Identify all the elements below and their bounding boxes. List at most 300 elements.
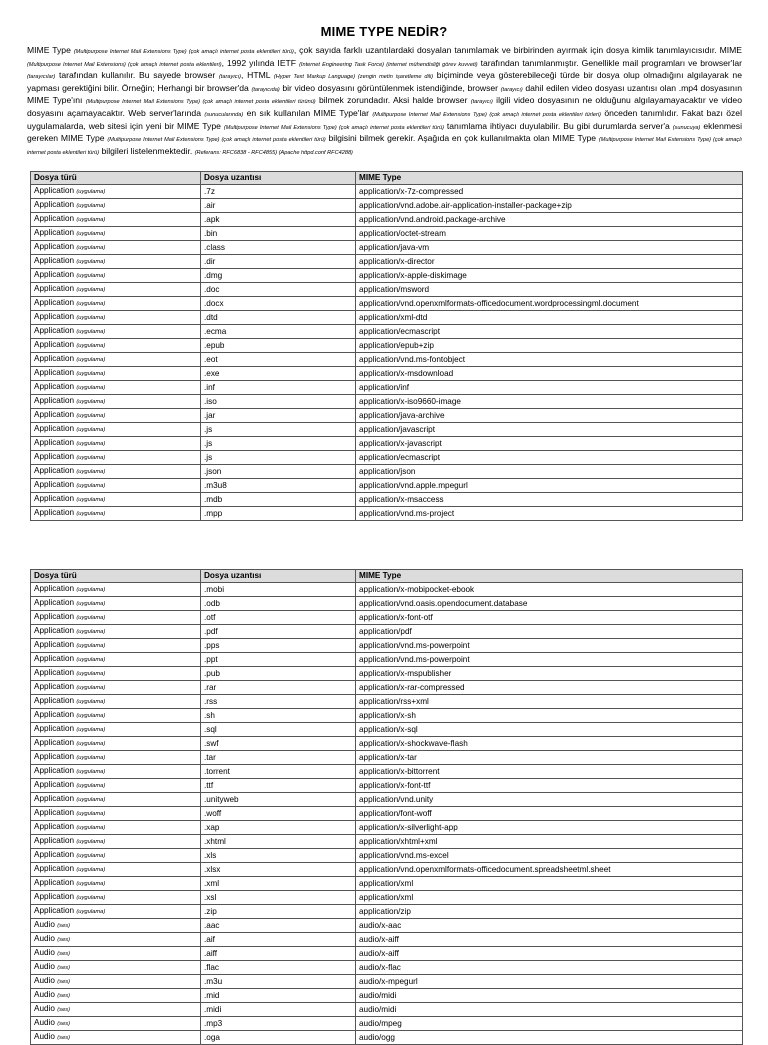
file-type-note: (uygulama): [76, 413, 106, 420]
intro-text: önceden tanımlıdır. Fakat bazı özel uygulamalarda, web sitesi için yeni bir MIME Type: [27, 107, 742, 131]
mime-type-cell: audio/mpeg: [356, 1017, 743, 1031]
file-type-label: Audio: [34, 976, 55, 986]
mime-type-cell: audio/x-aiff: [356, 947, 743, 961]
file-type-cell: [31, 653, 201, 667]
extension-cell: .xml: [201, 877, 356, 891]
file-type-label: Application: [34, 200, 75, 210]
mime-type-cell: application/x-mobipocket-ebook: [356, 583, 743, 597]
mime-type-cell: application/x-javascript: [356, 437, 743, 451]
intro-text: MIME Type: [27, 45, 74, 55]
table-row: [31, 241, 743, 255]
file-type-cell: [31, 863, 201, 877]
mime-type-cell: application/java-vm: [356, 241, 743, 255]
intro-text: bir video dosyasını görüntülenmek istendiğinde, browser: [279, 82, 501, 93]
file-type-label: Application: [34, 228, 75, 238]
file-type-label: Application: [34, 612, 75, 622]
file-type-cell: [31, 709, 201, 723]
mime-type-cell: application/msword: [356, 283, 743, 297]
extension-cell: .swf: [201, 737, 356, 751]
file-type-label: Application: [34, 640, 75, 650]
extension-cell: .7z: [201, 185, 356, 199]
file-type-label: Audio: [34, 934, 55, 944]
mime-type-cell: application/x-font-otf: [356, 611, 743, 625]
intro-note: (tarayıcılar): [27, 74, 56, 81]
file-type-note: (uygulama): [76, 231, 106, 238]
table-row: [31, 611, 743, 625]
file-type-cell: [31, 199, 201, 213]
table-row: [31, 653, 743, 667]
mime-type-cell: audio/x-aiff: [356, 933, 743, 947]
file-type-label: Application: [34, 668, 75, 678]
file-type-label: Application: [34, 508, 75, 518]
file-type-note: (uygulama): [76, 357, 106, 364]
mime-type-cell: application/vnd.ms-powerpoint: [356, 653, 743, 667]
table-row: [31, 367, 743, 381]
extension-cell: .apk: [201, 213, 356, 227]
file-type-cell: [31, 339, 201, 353]
table-row: [31, 723, 743, 737]
extension-cell: .m3u8: [201, 479, 356, 493]
file-type-cell: [31, 395, 201, 409]
mime-type-cell: audio/ogg: [356, 1031, 743, 1045]
table-row: [31, 933, 743, 947]
file-type-cell: [31, 451, 201, 465]
header-extension: Dosya uzantısı: [201, 172, 356, 185]
table-row: [31, 779, 743, 793]
file-type-label: Application: [34, 298, 75, 308]
mime-type-cell: application/epub+zip: [356, 339, 743, 353]
file-type-label: Application: [34, 242, 75, 252]
intro-note: (Multipurpose Internet Mail Extensions Type) (çok amaçlı internet posta eklentileri türü): [223, 124, 444, 131]
header-extension: Dosya uzantısı: [201, 570, 356, 583]
file-type-cell: [31, 919, 201, 933]
intro-text: en sık kullanılan MIME Type'lar: [243, 107, 373, 118]
mime-type-cell: application/zip: [356, 905, 743, 919]
mime-type-cell: audio/midi: [356, 989, 743, 1003]
mime-type-cell: application/rss+xml: [356, 695, 743, 709]
intro-text: tarafından kullanılır. Bu sayede browser: [55, 70, 219, 81]
extension-cell: .js: [201, 423, 356, 437]
file-type-label: Application: [34, 780, 75, 790]
file-type-label: Application: [34, 892, 75, 902]
table-row: [31, 765, 743, 779]
file-type-note: (uygulama): [76, 615, 106, 622]
extension-cell: .torrent: [201, 765, 356, 779]
file-type-cell: [31, 297, 201, 311]
intro-note: (Referans: RFC6838 - RFC4855) (Apache httpd.conf RFC4288): [194, 149, 353, 156]
intro-note: (Multipurpose Internet Mail Extensions Type) (çok amaçlı internet posta eklentileri türü): [107, 137, 326, 144]
mime-type-cell: application/x-silverlight-app: [356, 821, 743, 835]
table-row: [31, 583, 743, 597]
table-row: [31, 849, 743, 863]
extension-cell: .xlsx: [201, 863, 356, 877]
header-file-type: Dosya türü: [31, 570, 201, 583]
mime-table-1: [30, 171, 743, 521]
file-type-note: (uygulama): [76, 441, 106, 448]
file-type-note: (uygulama): [76, 469, 106, 476]
mime-type-cell: application/xml: [356, 891, 743, 905]
file-type-label: Application: [34, 284, 75, 294]
file-type-note: (uygulama): [76, 245, 106, 252]
mime-type-cell: application/vnd.openxmlformats-officedocument.spreadsheetml.sheet: [356, 863, 743, 877]
intro-text: tarafından tanımlanmıştır. Genellikle mail programları ve browser'lar: [477, 57, 742, 68]
file-type-label: Application: [34, 340, 75, 350]
file-type-note: (uygulama): [76, 783, 106, 790]
mime-type-cell: application/vnd.openxmlformats-officedocument.wordprocessingml.document: [356, 297, 743, 311]
mime-type-cell: application/x-shockwave-flash: [356, 737, 743, 751]
file-type-cell: [31, 1031, 201, 1045]
file-type-cell: [31, 269, 201, 283]
file-type-label: Application: [34, 836, 75, 846]
intro-text: , 1992 yılında IETF: [221, 57, 300, 68]
table-row: [31, 479, 743, 493]
extension-cell: .aiff: [201, 947, 356, 961]
table-row: [31, 199, 743, 213]
file-type-cell: [31, 695, 201, 709]
file-type-label: Application: [34, 480, 75, 490]
extension-cell: .otf: [201, 611, 356, 625]
header-file-type: Dosya türü: [31, 172, 201, 185]
file-type-note: (uygulama): [76, 315, 106, 322]
table-row: [31, 975, 743, 989]
file-type-cell: [31, 493, 201, 507]
extension-cell: .zip: [201, 905, 356, 919]
table-row: [31, 835, 743, 849]
mime-type-cell: application/x-tar: [356, 751, 743, 765]
file-type-cell: [31, 807, 201, 821]
intro-text: biçiminde veya gösterebileceği türde bir dosya olup olmadığını algılayarak ne yapması gerektiğini bilir. Örneğin; Herhangi bir browser'da: [27, 70, 742, 93]
file-type-cell: [31, 765, 201, 779]
table-row: [31, 1003, 743, 1017]
file-type-label: Application: [34, 878, 75, 888]
mime-table-2: [30, 569, 743, 1045]
file-type-note: (ses): [57, 1007, 71, 1014]
mime-type-cell: application/vnd.apple.mpegurl: [356, 479, 743, 493]
intro-note: (tarayıcı): [470, 99, 493, 106]
file-type-cell: [31, 989, 201, 1003]
file-type-note: (uygulama): [76, 629, 106, 636]
table-row: [31, 961, 743, 975]
mime-type-cell: audio/x-flac: [356, 961, 743, 975]
mime-type-cell: application/xml-dtd: [356, 311, 743, 325]
extension-cell: .dtd: [201, 311, 356, 325]
file-type-cell: [31, 381, 201, 395]
file-type-note: (uygulama): [76, 909, 106, 916]
mime-type-cell: application/vnd.ms-powerpoint: [356, 639, 743, 653]
extension-cell: .xap: [201, 821, 356, 835]
extension-cell: .ecma: [201, 325, 356, 339]
mime-type-cell: application/vnd.ms-excel: [356, 849, 743, 863]
header-mime-type: MIME Type: [356, 570, 743, 583]
file-type-note: (uygulama): [76, 867, 106, 874]
intro-note: (tarayıcıda): [251, 86, 280, 93]
extension-cell: .woff: [201, 807, 356, 821]
extension-cell: .unityweb: [201, 793, 356, 807]
file-type-note: (uygulama): [76, 727, 106, 734]
table-row: [31, 919, 743, 933]
file-type-note: (uygulama): [76, 399, 106, 406]
mime-type-cell: application/x-sql: [356, 723, 743, 737]
extension-cell: .sh: [201, 709, 356, 723]
table-row: [31, 465, 743, 479]
extension-cell: .class: [201, 241, 356, 255]
mime-type-cell: application/x-7z-compressed: [356, 185, 743, 199]
intro-text: bilmek zorundadır. Aksi halde browser: [315, 95, 471, 106]
extension-cell: .dir: [201, 255, 356, 269]
file-type-note: (uygulama): [76, 455, 106, 462]
table-row: [31, 597, 743, 611]
file-type-cell: [31, 255, 201, 269]
file-type-note: (uygulama): [76, 287, 106, 294]
mime-type-cell: application/x-msdownload: [356, 367, 743, 381]
table-row: [31, 283, 743, 297]
extension-cell: .sql: [201, 723, 356, 737]
header-mime-type: MIME Type: [356, 172, 743, 185]
file-type-label: Application: [34, 396, 75, 406]
file-type-note: (uygulama): [76, 189, 106, 196]
table-header-row: [31, 570, 743, 583]
file-type-label: Application: [34, 822, 75, 832]
extension-cell: .flac: [201, 961, 356, 975]
file-type-cell: [31, 737, 201, 751]
extension-cell: .xhtml: [201, 835, 356, 849]
intro-text: ilgili video dosyasının ne olduğunu algılayamayacaktır ve video dosyasını açamayacaktır. Web server'larında: [27, 95, 742, 118]
file-type-cell: [31, 947, 201, 961]
extension-cell: .exe: [201, 367, 356, 381]
extension-cell: .pps: [201, 639, 356, 653]
table-row: [31, 737, 743, 751]
extension-cell: .ttf: [201, 779, 356, 793]
extension-cell: .epub: [201, 339, 356, 353]
file-type-cell: [31, 933, 201, 947]
file-type-cell: [31, 325, 201, 339]
extension-cell: .bin: [201, 227, 356, 241]
table-row: [31, 681, 743, 695]
extension-cell: .js: [201, 437, 356, 451]
file-type-label: Application: [34, 466, 75, 476]
file-type-note: (uygulama): [76, 329, 106, 336]
extension-cell: .mdb: [201, 493, 356, 507]
extension-cell: .docx: [201, 297, 356, 311]
intro-note: (Multipurpose Internet Mail Extensions) (çok amaçlı internet posta eklentileri): [27, 61, 222, 68]
file-type-note: (uygulama): [76, 699, 106, 706]
file-type-label: Application: [34, 752, 75, 762]
mime-type-cell: audio/x-aac: [356, 919, 743, 933]
file-type-note: (uygulama): [76, 755, 106, 762]
file-type-note: (uygulama): [76, 217, 106, 224]
mime-type-cell: application/vnd.android.package-archive: [356, 213, 743, 227]
mime-type-cell: application/font-woff: [356, 807, 743, 821]
mime-type-cell: application/x-apple-diskimage: [356, 269, 743, 283]
file-type-cell: [31, 667, 201, 681]
file-type-cell: [31, 793, 201, 807]
file-type-label: Application: [34, 270, 75, 280]
extension-cell: .pdf: [201, 625, 356, 639]
mime-type-cell: application/ecmascript: [356, 451, 743, 465]
file-type-label: Application: [34, 326, 75, 336]
extension-cell: .midi: [201, 1003, 356, 1017]
mime-type-cell: application/x-director: [356, 255, 743, 269]
file-type-note: (uygulama): [76, 587, 106, 594]
mime-type-cell: application/x-rar-compressed: [356, 681, 743, 695]
table-row: [31, 311, 743, 325]
file-type-cell: [31, 227, 201, 241]
table-row: [31, 639, 743, 653]
table-row: [31, 255, 743, 269]
table-row: [31, 451, 743, 465]
extension-cell: .iso: [201, 395, 356, 409]
file-type-cell: [31, 751, 201, 765]
file-type-label: Audio: [34, 1004, 55, 1014]
file-type-label: Audio: [34, 920, 55, 930]
intro-note: (tarayıcı): [218, 74, 242, 81]
intro-note: (Multipurpose Internet Mail Extensions Type) (çok amaçlı internet posta eklentileri türleri): [372, 111, 601, 118]
extension-cell: .jar: [201, 409, 356, 423]
file-type-note: (uygulama): [76, 741, 106, 748]
file-type-cell: [31, 409, 201, 423]
file-type-label: Application: [34, 382, 75, 392]
intro-text: dahil edilen video dosyası uzantısı olan .mp4 dosyasının MIME Type'ını: [27, 82, 743, 106]
table-row: [31, 493, 743, 507]
file-type-cell: [31, 597, 201, 611]
file-type-note: (uygulama): [76, 273, 106, 280]
table-row: [31, 213, 743, 227]
file-type-note: (uygulama): [76, 881, 106, 888]
file-type-label: Application: [34, 598, 75, 608]
file-type-note: (ses): [57, 1035, 71, 1042]
file-type-note: (uygulama): [76, 259, 106, 266]
file-type-cell: [31, 961, 201, 975]
file-type-note: (uygulama): [76, 601, 106, 608]
mime-type-cell: application/vnd.ms-project: [356, 507, 743, 521]
mime-type-cell: application/vnd.oasis.opendocument.database: [356, 597, 743, 611]
file-type-cell: [31, 1003, 201, 1017]
file-type-label: Application: [34, 368, 75, 378]
file-type-cell: [31, 849, 201, 863]
file-type-cell: [31, 185, 201, 199]
extension-cell: .json: [201, 465, 356, 479]
intro-note: (sunucularında): [204, 111, 244, 118]
table-row: [31, 905, 743, 919]
file-type-cell: [31, 681, 201, 695]
file-type-note: (uygulama): [76, 839, 106, 846]
file-type-note: (uygulama): [76, 301, 106, 308]
extension-cell: .dmg: [201, 269, 356, 283]
file-type-label: Application: [34, 214, 75, 224]
file-type-cell: [31, 353, 201, 367]
table-header-row: [31, 172, 743, 185]
extension-cell: .xsl: [201, 891, 356, 905]
file-type-note: (uygulama): [76, 371, 106, 378]
file-type-label: Audio: [34, 1032, 55, 1042]
file-type-cell: [31, 639, 201, 653]
file-type-cell: [31, 905, 201, 919]
table-row: [31, 807, 743, 821]
table-row: [31, 751, 743, 765]
file-type-note: (uygulama): [76, 203, 106, 210]
file-type-note: (uygulama): [76, 427, 106, 434]
table-row: [31, 877, 743, 891]
file-type-label: Audio: [34, 1018, 55, 1028]
file-type-note: (uygulama): [76, 713, 106, 720]
table-row: [31, 185, 743, 199]
file-type-cell: [31, 437, 201, 451]
intro-note: (Internet Engineering Task Force) (internet mühendisliği görev kuvveti): [299, 61, 478, 68]
file-type-note: (uygulama): [76, 511, 106, 518]
extension-cell: .mid: [201, 989, 356, 1003]
file-type-label: Application: [34, 710, 75, 720]
extension-cell: .tar: [201, 751, 356, 765]
intro-text: , çok sayıda farklı uzantılardaki dosyalan tanımlamak ve birbirinden ayırmak için dosya kimlik tanımlayıcısıdır. MIME: [293, 45, 743, 55]
intro-text: bilgileri listelenmektedir.: [99, 145, 195, 156]
file-type-note: (ses): [57, 993, 71, 1000]
extension-cell: .ppt: [201, 653, 356, 667]
table-row: [31, 625, 743, 639]
table-row: [31, 947, 743, 961]
file-type-label: Application: [34, 312, 75, 322]
mime-type-cell: application/javascript: [356, 423, 743, 437]
file-type-label: Application: [34, 766, 75, 776]
file-type-label: Application: [34, 682, 75, 692]
file-type-label: Application: [34, 906, 75, 916]
file-type-note: (ses): [57, 1021, 71, 1028]
table-row: [31, 269, 743, 283]
extension-cell: .oga: [201, 1031, 356, 1045]
extension-cell: .air: [201, 199, 356, 213]
file-type-note: (uygulama): [76, 497, 106, 504]
file-type-note: (uygulama): [76, 685, 106, 692]
file-type-cell: [31, 821, 201, 835]
extension-cell: .mobi: [201, 583, 356, 597]
file-type-label: Application: [34, 410, 75, 420]
mime-type-cell: application/x-msaccess: [356, 493, 743, 507]
file-type-label: Application: [34, 494, 75, 504]
file-type-label: Application: [34, 654, 75, 664]
mime-type-cell: application/xhtml+xml: [356, 835, 743, 849]
file-type-cell: [31, 891, 201, 905]
table-row: [31, 793, 743, 807]
file-type-note: (uygulama): [76, 343, 106, 350]
file-type-label: Application: [34, 808, 75, 818]
extension-cell: .rar: [201, 681, 356, 695]
intro-note: (Multipurpose Internet Mail Extensions Type) (çok amaçlı internet posta eklentileri türü): [73, 49, 294, 55]
intro-text: , HTML: [241, 70, 274, 81]
table-row: [31, 821, 743, 835]
extension-cell: .doc: [201, 283, 356, 297]
mime-type-cell: application/x-bittorrent: [356, 765, 743, 779]
table-row: [31, 667, 743, 681]
file-type-label: Application: [34, 794, 75, 804]
file-type-cell: [31, 583, 201, 597]
table-row: [31, 437, 743, 451]
file-type-label: Application: [34, 850, 75, 860]
table-row: [31, 353, 743, 367]
file-type-note: (uygulama): [76, 895, 106, 902]
table-row: [31, 227, 743, 241]
table-row: [31, 339, 743, 353]
extension-cell: .xls: [201, 849, 356, 863]
file-type-note: (uygulama): [76, 769, 106, 776]
mime-type-cell: audio/x-mpegurl: [356, 975, 743, 989]
intro-note: (Multipurpose Internet Mail Extensions Type) (çok amaçlı internet posta eklentileri türünü): [85, 99, 316, 106]
mime-type-cell: application/inf: [356, 381, 743, 395]
file-type-cell: [31, 465, 201, 479]
file-type-note: (uygulama): [76, 797, 106, 804]
intro-note: (sunucuya): [672, 124, 701, 131]
extension-cell: .m3u: [201, 975, 356, 989]
file-type-label: Application: [34, 584, 75, 594]
intro-text: bilgisini bilmek gerekir. Aşağıda en çok kullanılmakta olan MIME Type: [325, 133, 599, 144]
